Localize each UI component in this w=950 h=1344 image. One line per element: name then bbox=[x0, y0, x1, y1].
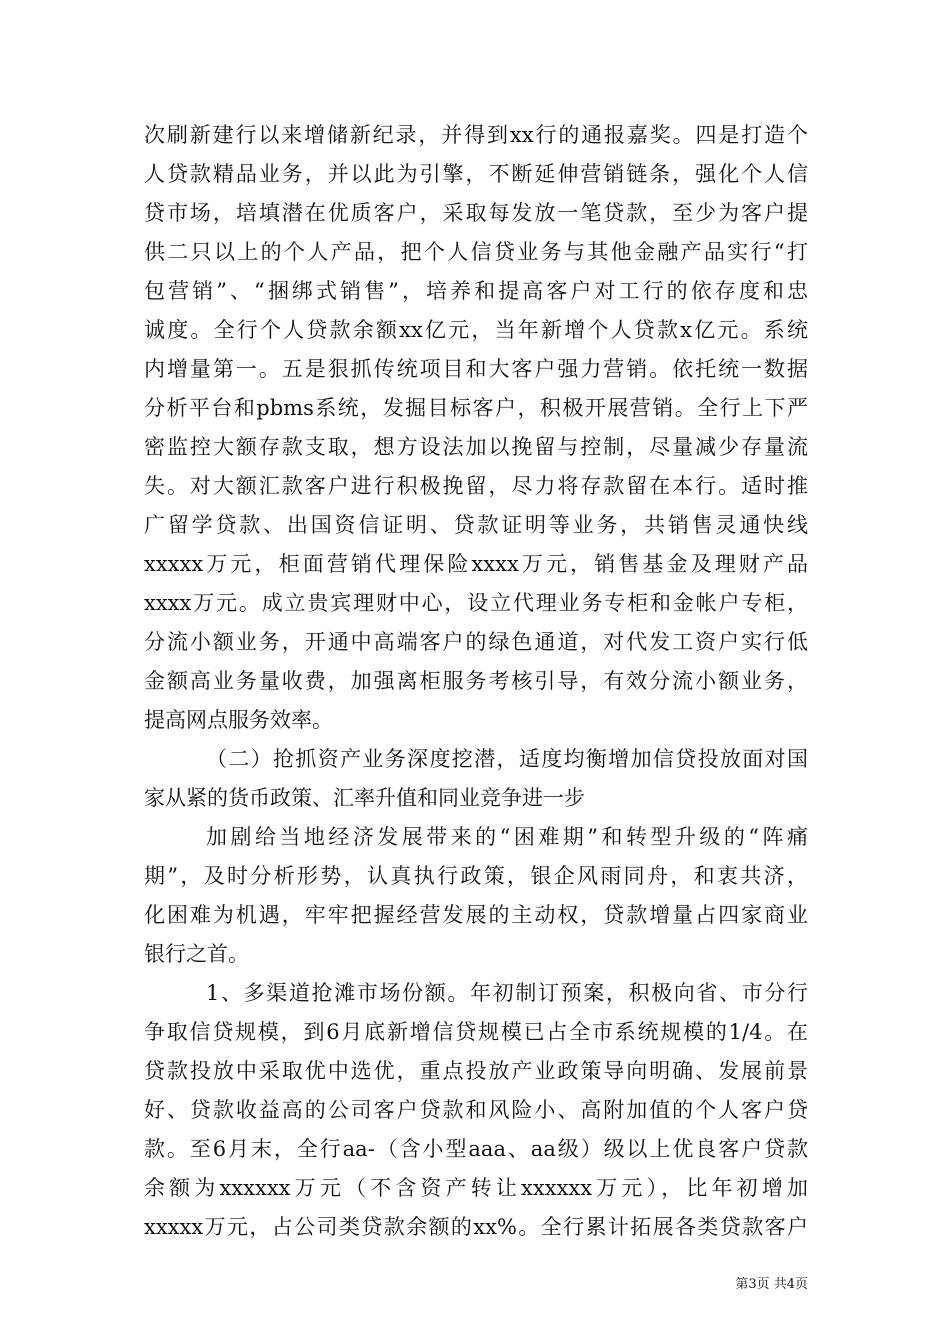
text-line: 期”，及时分析形势，认真执行政策，银企风雨同舟，和衷共济， bbox=[144, 864, 808, 888]
page-footer bbox=[0, 1276, 950, 1294]
text-line: xxxx万元。成立贵宾理财中心，设立代理业务专柜和金帐户专柜， bbox=[144, 591, 808, 615]
text-line: 广留学贷款、出国资信证明、贷款证明等业务，共销售灵通快线 bbox=[144, 513, 808, 537]
text-line: 1、多渠道抢滩市场份额。年初制订预案，积极向省、市分行 bbox=[206, 981, 808, 1005]
page-number: 第3页 共4页 bbox=[735, 1277, 808, 1292]
text-line: 分析平台和pbms系统，发掘目标客户，积极开展营销。全行上下严 bbox=[144, 396, 808, 420]
text-line: 失。对大额汇款客户进行积极挽留，尽力将存款留在本行。适时推 bbox=[144, 474, 808, 498]
text-line: 诚度。全行个人贷款余额xx亿元，当年新增个人贷款x亿元。系统 bbox=[144, 318, 808, 342]
text-line: 包营销”、“捆绑式销售”，培养和提高客户对工行的依存度和忠 bbox=[144, 279, 808, 303]
text-line: 余额为xxxxxx万元（不含资产转让xxxxxx万元），比年初增加 bbox=[144, 1176, 808, 1200]
text-line: 次刷新建行以来增储新纪录，并得到xx行的通报嘉奖。四是打造个 bbox=[144, 123, 808, 147]
text-line: 款。至6月末，全行aa-（含小型aaa、aa级）级以上优良客户贷款 bbox=[144, 1137, 808, 1161]
section-heading-line: （二）抢抓资产业务深度挖潜，适度均衡增加信贷投放面对国 bbox=[206, 747, 808, 771]
section-heading-line: 家从紧的货币政策、汇率升值和同业竞争进一步 bbox=[144, 786, 585, 810]
text-line: 人贷款精品业务，并以此为引擎，不断延伸营销链条，强化个人信 bbox=[144, 162, 808, 186]
text-line: 贷市场，培填潜在优质客户，采取每发放一笔贷款，至少为客户提 bbox=[144, 201, 808, 225]
text-line: 争取信贷规模，到6月底新增信贷规模已占全市系统规模的1/4。在 bbox=[144, 1020, 808, 1044]
text-line: 贷款投放中采取优中选优，重点投放产业政策导向明确、发展前景 bbox=[144, 1059, 808, 1083]
text-line: 提高网点服务效率。 bbox=[144, 708, 333, 732]
text-line: 内增量第一。五是狠抓传统项目和大客户强力营销。依托统一数据 bbox=[144, 357, 808, 381]
text-line: 密监控大额存款支取，想方设法加以挽留与控制，尽量减少存量流 bbox=[144, 435, 808, 459]
text-line: 金额高业务量收费，加强离柜服务考核引导，有效分流小额业务， bbox=[144, 669, 808, 693]
text-line: xxxxx万元，柜面营销代理保险xxxx万元，销售基金及理财产品 bbox=[144, 552, 808, 576]
text-line: 分流小额业务，开通中高端客户的绿色通道，对代发工资户实行低 bbox=[144, 630, 808, 654]
text-line: 好、贷款收益高的公司客户贷款和风险小、高附加值的个人客户贷 bbox=[144, 1098, 808, 1122]
text-line: 化困难为机遇，牢牢把握经营发展的主动权，贷款增量占四家商业 bbox=[144, 903, 808, 927]
body-text bbox=[144, 116, 808, 1247]
text-line: 供二只以上的个人产品，把个人信贷业务与其他金融产品实行“打 bbox=[144, 240, 808, 264]
text-line: 银行之首。 bbox=[144, 942, 249, 966]
text-line: xxxxx万元，占公司类贷款余额的xx%。全行累计拓展各类贷款客户 bbox=[144, 1215, 808, 1239]
text-line: 加剧给当地经济发展带来的“困难期”和转型升级的“阵痛 bbox=[206, 825, 808, 849]
